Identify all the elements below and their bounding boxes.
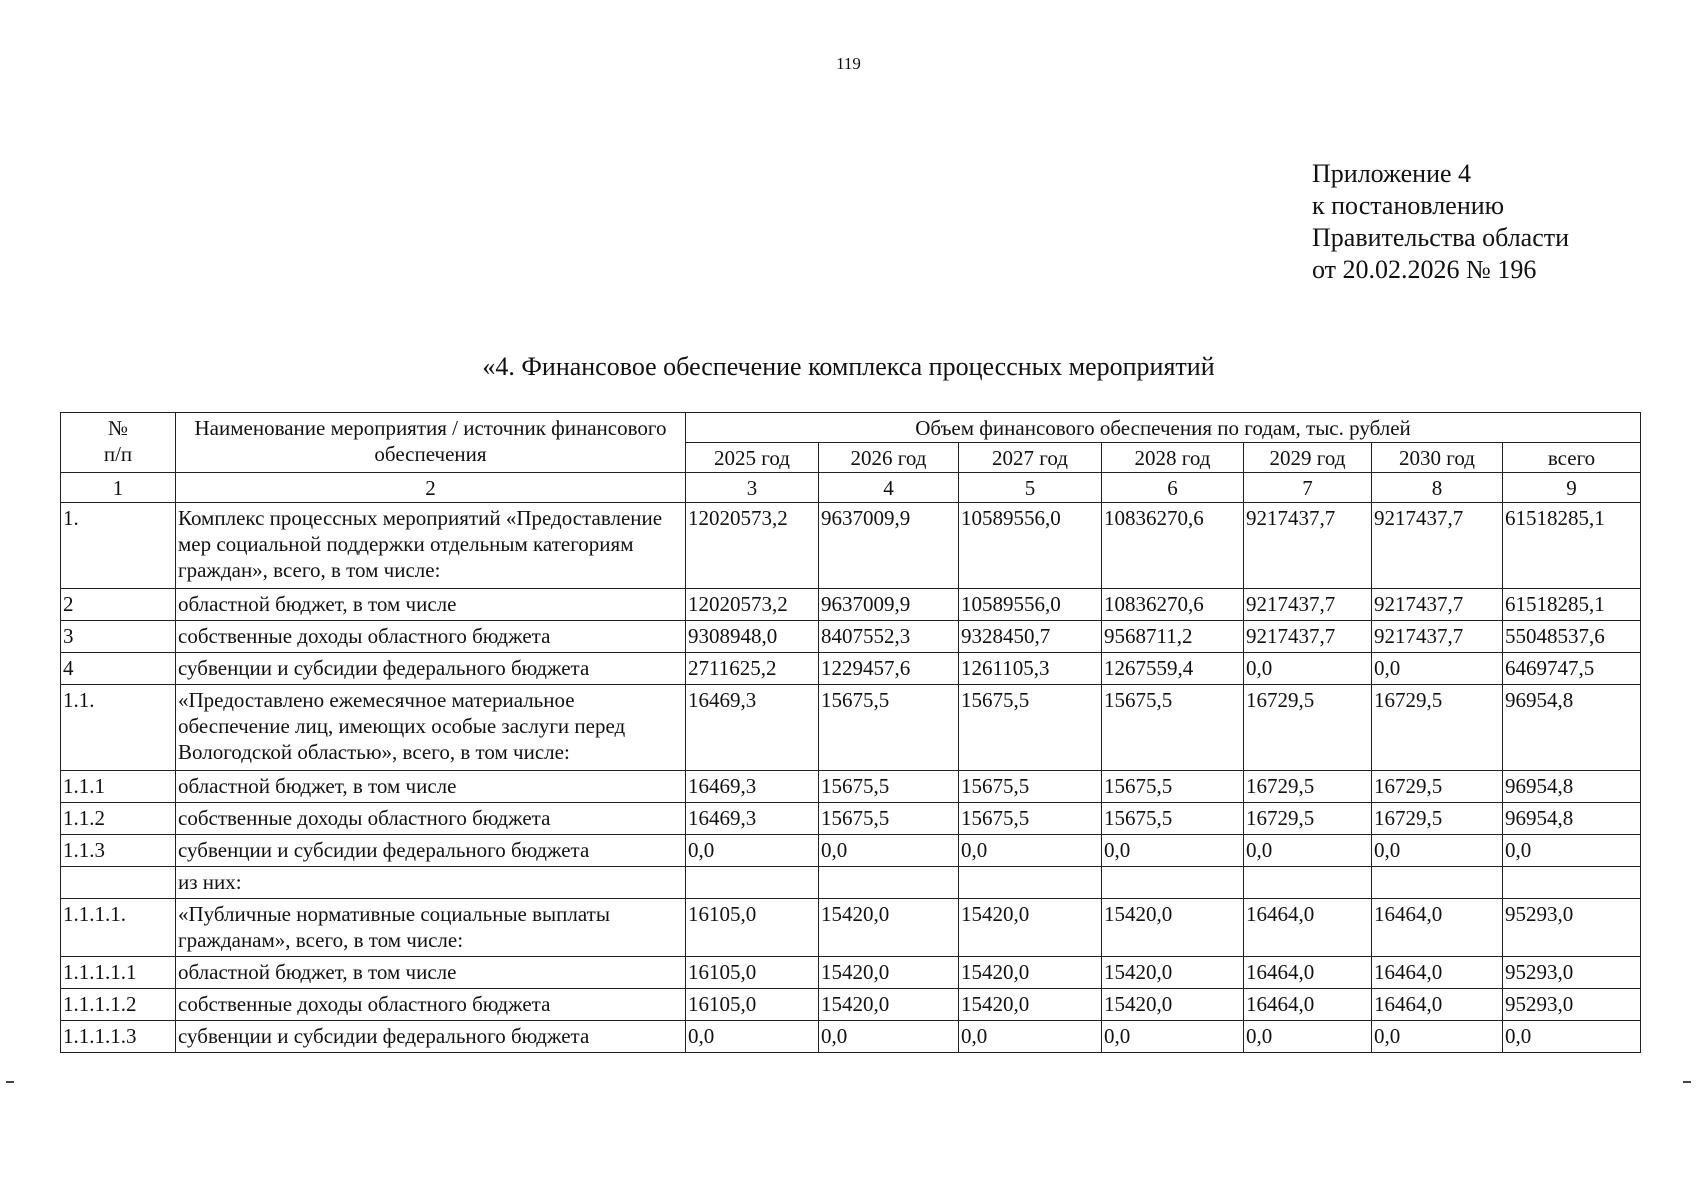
table-row [61, 503, 1641, 589]
row-year-value: 1267559,4 [1102, 653, 1244, 685]
row-year-value [1244, 867, 1372, 899]
header-year: 2025 год [686, 443, 819, 473]
col-number: 2 [176, 473, 686, 503]
page-number: 119 [836, 54, 861, 73]
col-number: 8 [1372, 473, 1503, 503]
row-number: 1.1.2 [61, 803, 176, 835]
row-year-value: 15420,0 [959, 957, 1102, 989]
row-year-value: 16105,0 [686, 957, 819, 989]
row-year-value: 9217437,7 [1244, 503, 1372, 589]
col-number: 3 [686, 473, 819, 503]
row-year-value: 15420,0 [1102, 989, 1244, 1021]
row-year-value: 9217437,7 [1244, 621, 1372, 653]
row-year-value: 15420,0 [1102, 899, 1244, 957]
row-number: 3 [61, 621, 176, 653]
row-total-value: 0,0 [1503, 1021, 1641, 1053]
row-year-value: 0,0 [1102, 835, 1244, 867]
table-row [61, 589, 1641, 621]
row-year-value: 9217437,7 [1372, 589, 1503, 621]
row-year-value: 16464,0 [1372, 989, 1503, 1021]
row-year-value: 9637009,9 [819, 589, 959, 621]
appendix-line: Приложение 4 [1312, 159, 1472, 188]
col-number: 7 [1244, 473, 1372, 503]
row-year-value: 16729,5 [1244, 803, 1372, 835]
row-number [61, 867, 176, 899]
row-year-value: 10836270,6 [1102, 503, 1244, 589]
row-year-value: 15675,5 [959, 803, 1102, 835]
row-number: 1.1.3 [61, 835, 176, 867]
row-year-value: 15675,5 [819, 803, 959, 835]
row-year-value: 10589556,0 [959, 503, 1102, 589]
row-name: областной бюджет, в том числе [176, 589, 686, 621]
row-year-value: 0,0 [1244, 835, 1372, 867]
row-name: «Публичные нормативные социальные выплаты гражданам», всего, в том числе: [176, 899, 686, 957]
row-name: собственные доходы областного бюджета [176, 621, 686, 653]
row-year-value [686, 867, 819, 899]
row-year-value: 15420,0 [1102, 957, 1244, 989]
row-year-value: 0,0 [1244, 1021, 1372, 1053]
edge-mark [1683, 1081, 1691, 1083]
row-total-value: 96954,8 [1503, 685, 1641, 771]
row-year-value: 0,0 [686, 1021, 819, 1053]
row-year-value: 0,0 [959, 1021, 1102, 1053]
row-total-value: 95293,0 [1503, 957, 1641, 989]
header-year: 2030 год [1372, 443, 1503, 473]
row-year-value: 16464,0 [1372, 899, 1503, 957]
row-year-value: 1229457,6 [819, 653, 959, 685]
row-name: Комплекс процессных мероприятий «Предоставление мер социальной поддержки отдельным категориям граждан», всего, в том числе: [176, 503, 686, 589]
header-year: 2029 год [1244, 443, 1372, 473]
row-total-value: 95293,0 [1503, 899, 1641, 957]
col-number: 6 [1102, 473, 1244, 503]
row-year-value: 9637009,9 [819, 503, 959, 589]
row-year-value [819, 867, 959, 899]
row-year-value: 16464,0 [1372, 957, 1503, 989]
row-year-value: 16464,0 [1244, 957, 1372, 989]
table-row [61, 803, 1641, 835]
row-year-value: 9217437,7 [1372, 503, 1503, 589]
row-year-value: 15675,5 [1102, 771, 1244, 803]
row-year-value: 9568711,2 [1102, 621, 1244, 653]
row-name: областной бюджет, в том числе [176, 957, 686, 989]
row-total-value: 61518285,1 [1503, 589, 1641, 621]
row-number: 1.1.1.1.2 [61, 989, 176, 1021]
row-year-value: 0,0 [959, 835, 1102, 867]
row-year-value: 15675,5 [819, 771, 959, 803]
row-total-value: 0,0 [1503, 835, 1641, 867]
row-year-value: 15675,5 [819, 685, 959, 771]
row-year-value: 15675,5 [959, 685, 1102, 771]
row-year-value: 0,0 [1102, 1021, 1244, 1053]
row-name: из них: [176, 867, 686, 899]
row-year-value: 16729,5 [1244, 685, 1372, 771]
row-name: субвенции и субсидии федерального бюджета [176, 653, 686, 685]
row-year-value: 0,0 [1372, 835, 1503, 867]
row-year-value: 15420,0 [819, 899, 959, 957]
row-year-value: 10589556,0 [959, 589, 1102, 621]
row-year-value: 16105,0 [686, 899, 819, 957]
row-year-value: 8407552,3 [819, 621, 959, 653]
row-total-value: 55048537,6 [1503, 621, 1641, 653]
row-total-value: 96954,8 [1503, 771, 1641, 803]
row-year-value: 16469,3 [686, 803, 819, 835]
table-row [61, 835, 1641, 867]
row-number: 1.1.1.1. [61, 899, 176, 957]
row-year-value: 15420,0 [959, 989, 1102, 1021]
col-number: 9 [1503, 473, 1641, 503]
row-number: 4 [61, 653, 176, 685]
row-year-value [959, 867, 1102, 899]
row-year-value: 16105,0 [686, 989, 819, 1021]
header-name: Наименование мероприятия / источник финансового обеспечения [176, 413, 686, 473]
row-number: 1.1.1.1.3 [61, 1021, 176, 1053]
table-row [61, 867, 1641, 899]
row-year-value: 2711625,2 [686, 653, 819, 685]
header-year: 2027 год [959, 443, 1102, 473]
financing-table [60, 412, 1641, 1053]
row-total-value: 95293,0 [1503, 989, 1641, 1021]
row-number: 2 [61, 589, 176, 621]
table-row [61, 989, 1641, 1021]
row-year-value: 0,0 [819, 1021, 959, 1053]
row-year-value: 16464,0 [1244, 899, 1372, 957]
row-year-value: 16729,5 [1372, 685, 1503, 771]
header-total: всего [1503, 443, 1641, 473]
table-row [61, 653, 1641, 685]
header-num: № п/п [61, 413, 176, 473]
row-year-value: 15675,5 [1102, 803, 1244, 835]
row-year-value: 0,0 [1244, 653, 1372, 685]
document-title: «4. Финансовое обеспечение комплекса процессных мероприятий [482, 352, 1215, 381]
row-year-value: 10836270,6 [1102, 589, 1244, 621]
header-year: 2028 год [1102, 443, 1244, 473]
row-year-value: 1261105,3 [959, 653, 1102, 685]
row-name: областной бюджет, в том числе [176, 771, 686, 803]
row-year-value: 0,0 [819, 835, 959, 867]
edge-mark [6, 1081, 14, 1083]
row-total-value: 96954,8 [1503, 803, 1641, 835]
table-row [61, 957, 1641, 989]
row-number: 1.1. [61, 685, 176, 771]
row-name: собственные доходы областного бюджета [176, 803, 686, 835]
row-name: собственные доходы областного бюджета [176, 989, 686, 1021]
row-name: субвенции и субсидии федерального бюджета [176, 835, 686, 867]
row-year-value: 16469,3 [686, 685, 819, 771]
row-name: субвенции и субсидии федерального бюджета [176, 1021, 686, 1053]
table-row [61, 621, 1641, 653]
row-year-value: 9308948,0 [686, 621, 819, 653]
table-row [61, 1021, 1641, 1053]
header-group: Объем финансового обеспечения по годам, тыс. рублей [686, 413, 1641, 443]
row-total-value: 61518285,1 [1503, 503, 1641, 589]
header-year: 2026 год [819, 443, 959, 473]
row-year-value: 0,0 [1372, 1021, 1503, 1053]
row-year-value: 16729,5 [1372, 771, 1503, 803]
row-year-value: 12020573,2 [686, 503, 819, 589]
row-number: 1.1.1.1.1 [61, 957, 176, 989]
table-row [61, 771, 1641, 803]
appendix-line: от 20.02.2026 № 196 [1312, 255, 1537, 284]
row-year-value: 15675,5 [1102, 685, 1244, 771]
row-year-value: 16464,0 [1244, 989, 1372, 1021]
row-number: 1.1.1 [61, 771, 176, 803]
table-row [61, 899, 1641, 957]
appendix-block [1312, 158, 1569, 286]
row-year-value: 9217437,7 [1244, 589, 1372, 621]
appendix-line: Правительства области [1312, 223, 1570, 252]
row-year-value: 9328450,7 [959, 621, 1102, 653]
col-number: 5 [959, 473, 1102, 503]
row-year-value [1372, 867, 1503, 899]
row-name: «Предоставлено ежемесячное материальное обеспечение лиц, имеющих особые заслуги перед Вологодской областью», всего, в том числе: [176, 685, 686, 771]
row-year-value: 9217437,7 [1372, 621, 1503, 653]
row-year-value: 12020573,2 [686, 589, 819, 621]
table-row [61, 685, 1641, 771]
row-year-value: 16469,3 [686, 771, 819, 803]
col-number: 4 [819, 473, 959, 503]
table-body [61, 503, 1641, 1053]
row-total-value [1503, 867, 1641, 899]
row-year-value: 15420,0 [959, 899, 1102, 957]
row-year-value: 15420,0 [819, 989, 959, 1021]
row-year-value: 0,0 [686, 835, 819, 867]
row-year-value: 15675,5 [959, 771, 1102, 803]
row-total-value: 6469747,5 [1503, 653, 1641, 685]
row-year-value: 0,0 [1372, 653, 1503, 685]
appendix-line: к постановлению [1312, 191, 1505, 220]
row-year-value [1102, 867, 1244, 899]
row-year-value: 16729,5 [1372, 803, 1503, 835]
row-year-value: 16729,5 [1244, 771, 1372, 803]
row-number: 1. [61, 503, 176, 589]
col-number: 1 [61, 473, 176, 503]
row-year-value: 15420,0 [819, 957, 959, 989]
